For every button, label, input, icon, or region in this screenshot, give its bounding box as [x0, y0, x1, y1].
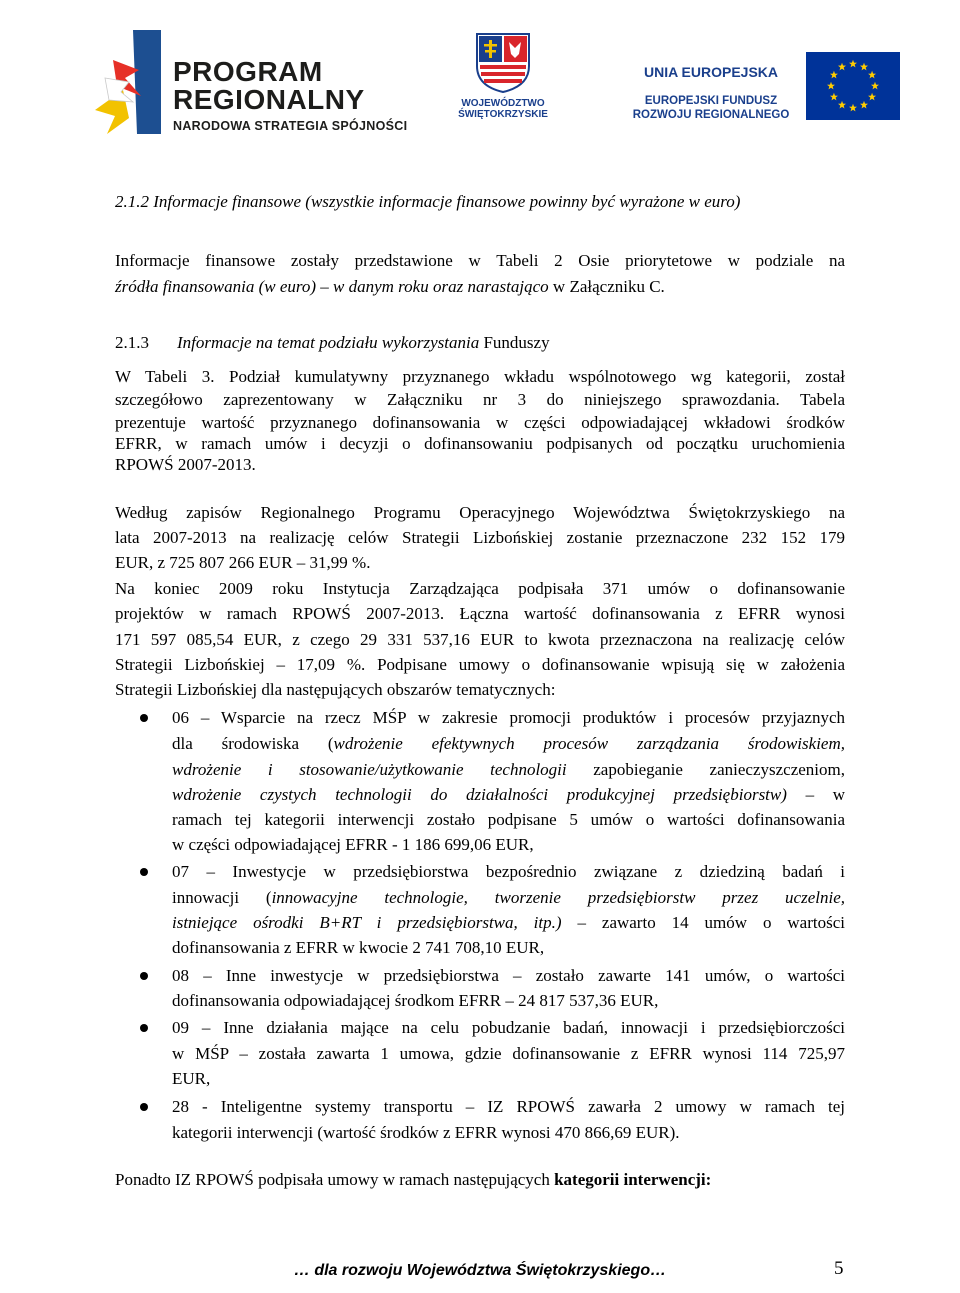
- section-212-heading: 2.1.2 Informacje finansowe (wszystkie informacje finansowe powinny być wyrażone w euro): [115, 192, 741, 211]
- wojewodztwo-coat-of-arms-icon: [475, 32, 531, 94]
- bullet-dot: [140, 1103, 148, 1111]
- bullet-07-line4: dofinansowania z EFRR w kwocie 2 741 708,10 EUR,: [172, 938, 545, 957]
- main-para2-line: Na koniec 2009 roku Instytucja Zarządzająca podpisała 371 umów o dofinansowanie: [115, 579, 845, 598]
- bullet-09-line1: 09 – Inne działania mające na celu pobudzanie badań, innowacji i przedsiębiorczości: [172, 1018, 845, 1037]
- bullet-dot: [140, 972, 148, 980]
- eu-wordmark: [628, 64, 794, 122]
- bullet-06-l4-italic: wdrożenie czystych technologii do działalności produkcyjnej przedsiębiorstw): [172, 785, 787, 804]
- bullet-dot: [140, 1024, 148, 1032]
- eu-line-rozwoju: ROZWOJU REGIONALNEGO: [632, 109, 790, 121]
- bullet-06-line4: [172, 782, 845, 808]
- main-para2-line: projektów w ramach RPOWŚ 2007-2013. Łączna wartość dofinansowania z EFRR wynosi: [115, 604, 845, 623]
- footer-slogan: … dla rozwoju Województwa Świętokrzyskiego…: [293, 1262, 667, 1279]
- section-212-text-line2: [115, 274, 845, 300]
- wojewodztwo-logo: [458, 32, 548, 132]
- main-para1-line: Według zapisów Regionalnego Programu Operacyjnego Województwa Świętokrzyskiego na: [115, 503, 845, 522]
- bullet-06-l2-normal: dla środowiska (: [172, 734, 334, 753]
- bullet-09-line2: w MŚP – została zawarta 1 umowa, gdzie dofinansowanie z EFRR wynosi 114 725,97: [172, 1044, 845, 1063]
- bullet-06-l2-italic: wdrożenie efektywnych procesów zarządzania środowiskiem,: [333, 734, 845, 753]
- logo-line-program: PROGRAM: [173, 56, 323, 87]
- eu-logo: [628, 50, 900, 130]
- main-para2-line: Strategii Lizbońskiej – 17,09 %. Podpisane umowy o dofinansowanie wpisują się w założenia: [115, 655, 845, 674]
- bullet-07-line2: [172, 885, 845, 911]
- section-213-line: W Tabeli 3. Podział kumulatywny przyznanego wkładu wspólnotowego wg kategorii, został: [115, 367, 845, 386]
- logo-line-regionalny: REGIONALNY: [173, 84, 365, 115]
- bullet-07-line3: [172, 910, 845, 936]
- eu-line-fundusz: EUROPEJSKI FUNDUSZ: [644, 95, 778, 107]
- section-213-line: EFRR, w ramach umów i decyzji o dofinansowaniu podpisanych od początku uruchomienia: [115, 434, 845, 453]
- section-213-title-normal: Funduszy: [479, 333, 550, 352]
- section-212-text-line1: Informacje finansowe zostały przedstawione w Tabeli 2 Osie priorytetowe w podziale na: [115, 251, 845, 270]
- main-para1-line: lata 2007-2013 na realizację celów Strategii Lizbońskiej zostanie przeznaczone 232 152 179: [115, 528, 845, 547]
- bullet-09-line3: EUR,: [172, 1069, 211, 1088]
- closing-normal: Ponadto IZ RPOWŚ podpisała umowy w ramach następujących: [115, 1170, 555, 1189]
- bullet-28-line2: kategorii interwencji (wartość środków z EFRR wynosi 470 866,69 EUR).: [172, 1123, 680, 1142]
- section-213-title-italic: Informacje na temat podziału wykorzystania: [177, 333, 480, 352]
- bullet-06-l3-italic: wdrożenie i stosowanie/użytkowanie technologii: [172, 760, 567, 779]
- main-para2-line: 171 597 085,54 EUR, z czego 29 331 537,16 EUR to kwota przeznaczona na realizację celów: [115, 630, 845, 649]
- wojewodztwo-line2: ŚWIĘTOKRZYSKIE: [458, 109, 548, 120]
- section-213-line: szczegółowo zaprezentowany w Załączniku nr 3 do niniejszego sprawozdania. Tabela: [115, 390, 845, 409]
- wojewodztwo-line1: WOJEWÓDZTWO: [461, 98, 545, 109]
- closing-bold: kategorii interwencji:: [554, 1170, 712, 1189]
- bullet-06-l3-normal: zapobieganie zanieczyszczeniom,: [566, 760, 845, 779]
- bullet-06-line3: [172, 757, 845, 783]
- bullet-07-l3-normal: – zawarto 14 umów o wartości: [561, 913, 845, 932]
- program-regionalny-logo: [93, 30, 413, 140]
- bullet-06-line1: 06 – Wsparcie na rzecz MŚP w zakresie promocji produktów i procesów przyjaznych: [172, 708, 845, 727]
- program-regionalny-star-logo: [93, 30, 161, 134]
- eu-line-unia: UNIA EUROPEJSKA: [643, 64, 779, 80]
- program-regionalny-wordmark: [173, 58, 407, 133]
- bullet-dot: [140, 714, 148, 722]
- section-213-line: RPOWŚ 2007-2013.: [115, 455, 256, 474]
- bullet-06-line5: ramach tej kategorii interwencji zostało podpisane 5 umów o wartości dofinansowania: [172, 810, 845, 829]
- eu-flag-icon: [806, 52, 900, 120]
- bullet-07-l3-italic: istniejące ośrodki B+RT i przedsiębiorstwa, itp.): [172, 913, 562, 932]
- bullet-28-line1: 28 - Inteligentne systemy transportu – IZ RPOWŚ zawarła 2 umowy w ramach tej: [172, 1097, 845, 1116]
- section-212-italic: źródła finansowania (w euro) – w danym roku oraz narastająco: [115, 277, 549, 296]
- closing-line: [115, 1167, 845, 1193]
- bullet-06-line2: [172, 731, 845, 757]
- logo-line-nss: NARODOWA STRATEGIA SPÓJNOŚCI: [173, 119, 408, 133]
- bullet-dot: [140, 868, 148, 876]
- bullet-06-l4-normal: – w: [786, 785, 846, 804]
- bullet-08-line1: 08 – Inne inwestycje w przedsiębiorstwa – zostało zawarte 141 umów, o wartości: [172, 966, 845, 985]
- section-213-number: 2.1.3: [115, 333, 149, 352]
- wojewodztwo-name: [458, 98, 548, 120]
- main-para2-line: Strategii Lizbońskiej dla następujących obszarów tematycznych:: [115, 680, 556, 699]
- section-213-line: prezentuje wartość przyznanego dofinansowania w części odpowiadającej wkładowi środków: [115, 413, 845, 432]
- bullet-08-line2: dofinansowania odpowiadającej środkom EFRR – 24 817 537,36 EUR,: [172, 991, 659, 1010]
- page-number: 5: [834, 1258, 844, 1279]
- bullet-06-line6: w części odpowiadającej EFRR - 1 186 699,06 EUR,: [172, 835, 534, 854]
- main-para1-line: EUR, z 725 807 266 EUR – 31,99 %.: [115, 553, 371, 572]
- section-212-normal: w Załączniku C.: [548, 277, 665, 296]
- bullet-07-l2-normal: innowacji (: [172, 888, 272, 907]
- section-213-heading: [115, 330, 845, 356]
- bullet-07-line1: 07 – Inwestycje w przedsiębiorstwa bezpośrednio związane z dziedziną badań i: [172, 862, 845, 881]
- bullet-07-l2-italic: innowacyjne technologie, tworzenie przedsiębiorstw przez uczelnie,: [271, 888, 846, 907]
